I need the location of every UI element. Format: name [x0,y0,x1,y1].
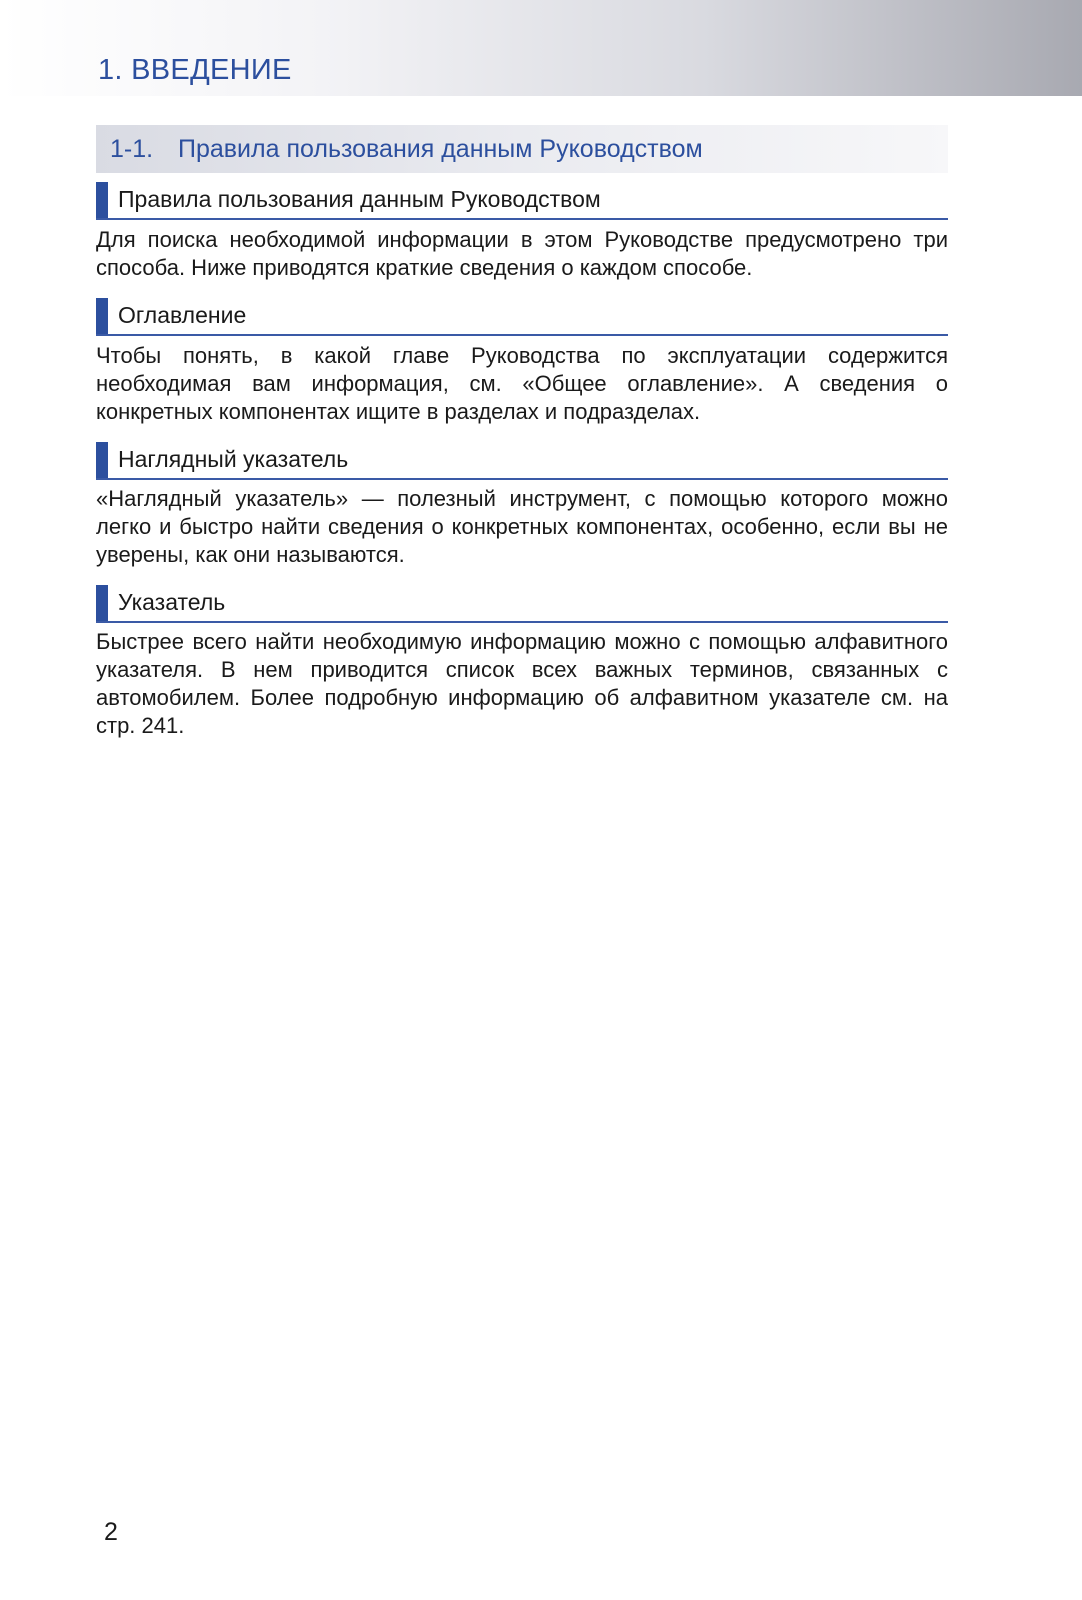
section-header-band [96,125,948,173]
section-title-text: Правила пользования данным Руководством [178,135,703,163]
page-number: 2 [104,1518,118,1546]
subsection-heading-visual-index [96,442,948,480]
subsection-text-index: Быстрее всего найти необходимую информацию можно с помощью алфавитного указателя. В нем приводится список всех важных терминов, связанных с автомобилем. Более подробную информацию об алфавитном указателе см. на стр. 241. [96,629,948,738]
chapter-title: 1. ВВЕДЕНИЕ [98,54,292,86]
subsection-text-visual-index: «Наглядный указатель» — полезный инструмент, с помощью которого можно легко и быстро найти сведения о конкретных компонентах, особенно, если вы не уверены, как они называются. [96,486,948,567]
heading-marker-bar [96,182,108,218]
section-title [110,135,703,164]
subsection-heading-usage [96,182,948,220]
heading-marker-bar [96,442,108,478]
subsection-text-contents: Чтобы понять, в какой главе Руководства по эксплуатации содержится необходимая вам информация, см. «Общее оглавление». А сведения о конкретных компонентах ищите в разделах и подразделах. [96,343,948,424]
subsection-heading-contents [96,298,948,336]
heading-marker-bar [96,585,108,621]
subsection-heading-label: Правила пользования данным Руководством [118,186,601,212]
subsection-heading-label: Указатель [118,589,226,615]
subsection-text-usage: Для поиска необходимой информации в этом Руководстве предусмотрено три способа. Ниже приводятся краткие сведения о каждом способе. [96,227,948,280]
subsection-heading-index [96,585,948,623]
heading-marker-bar [96,298,108,334]
subsection-heading-label: Оглавление [118,302,247,328]
subsection-heading-label: Наглядный указатель [118,446,349,472]
section-number: 1-1. [110,135,154,163]
